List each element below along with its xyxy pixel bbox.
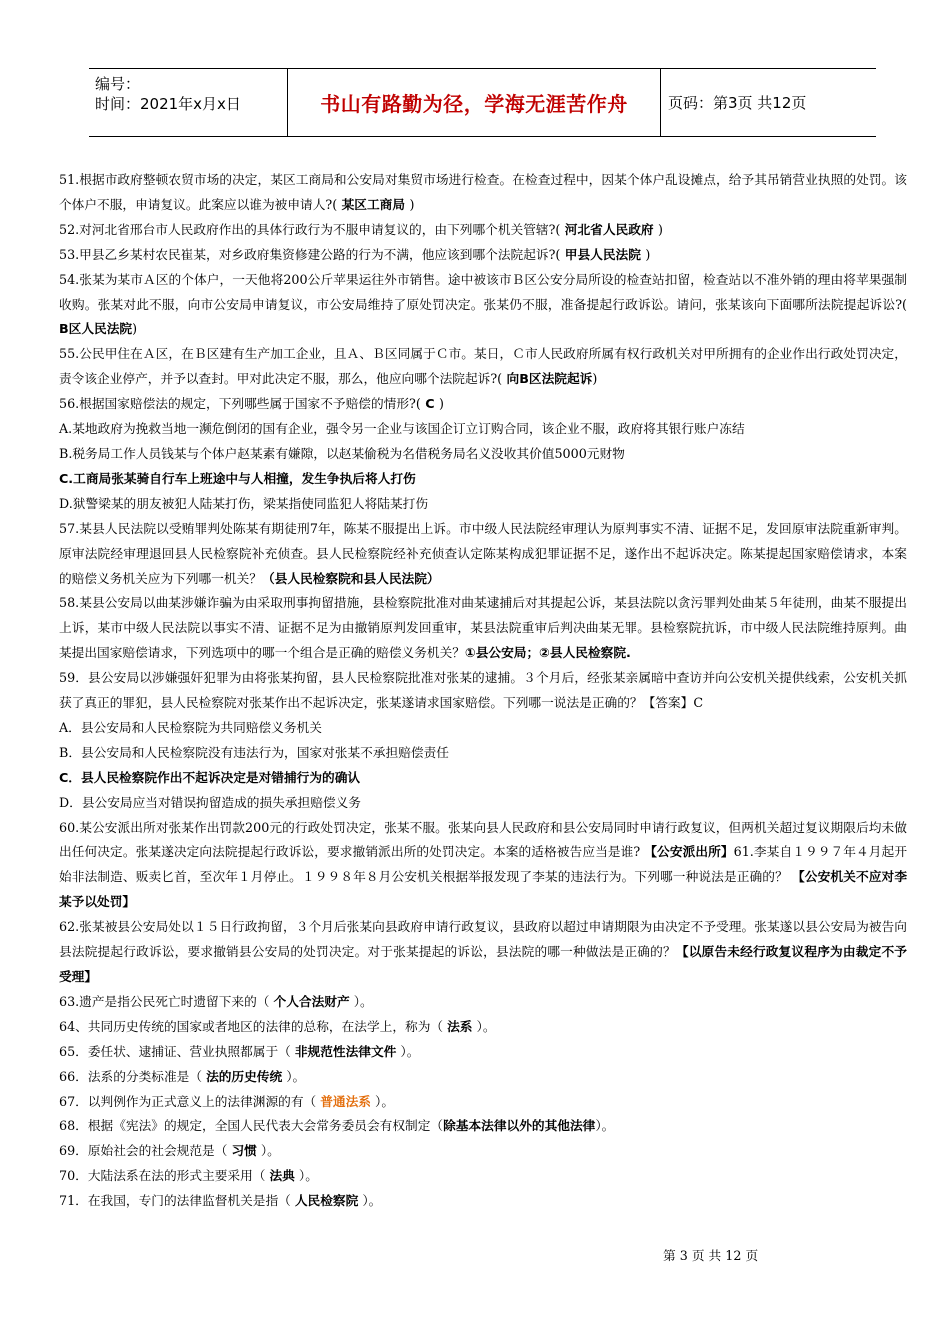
option-59-a: A．县公安局和人民检察院为共同赔偿义务机关 bbox=[59, 719, 322, 735]
question-64: 64、共同历史传统的国家或者地区的法律的总称，在法学上，称为（ 法系 ）。 bbox=[59, 1018, 496, 1034]
answer-55: 向B区法院起诉 bbox=[502, 371, 593, 387]
answer-60: 【公安派出所】 bbox=[644, 844, 734, 860]
answer-71: 人民检察院 bbox=[294, 1193, 359, 1209]
time-label: 时间：2021年x月x日 bbox=[95, 95, 241, 113]
option-56-d: D.狱警梁某的朋友被犯人陆某打伤，梁某指使同监犯人将陆某打伤 bbox=[59, 495, 429, 511]
option-56-a: A.某地政府为挽救当地一濒危倒闭的国有企业，强令另一企业与该国企订立订购合同，该企业不服，政府将其银行账户冻结 bbox=[59, 421, 745, 437]
question-52: 52.对河北省邢台市人民政府作出的具体行政行为不服申请复议的，由下列哪个机关管辖?( 河北省人民政府 ) bbox=[59, 221, 663, 237]
option-59-b: B．县公安局和人民检察院没有违法行为，国家对张某不承担赔偿责任 bbox=[59, 744, 449, 760]
header-left-cell bbox=[89, 69, 287, 136]
option-59-c: C．县人民检察院作出不起诉决定是对错捕行为的确认 bbox=[59, 769, 361, 785]
option-59-d: D．县公安局应当对错误拘留造成的损失承担赔偿义务 bbox=[59, 794, 361, 810]
motto: 书山有路勤为径，学海无涯苦作舟 bbox=[320, 92, 628, 116]
answer-65: 非规范性法律文件 bbox=[294, 1043, 397, 1059]
question-68: 68．根据《宪法》的规定，全国人民代表大会常务委员会有权制定（除基本法律以外的其他法律）。 bbox=[59, 1118, 615, 1134]
question-59: 59．县公安局以涉嫌强奸犯罪为由将张某拘留，县人民检察院批准对张某的逮捕。３个月后，经张某亲属暗中查访并向公安机关提供线索，公安机关抓获了真正的罪犯，县人民检察院对张某作出不起诉决定，张某遂请求国家赔偿。下列哪一说法是正确的？【答案】C bbox=[59, 670, 907, 711]
answer-66: 法的历史传统 bbox=[206, 1068, 283, 1084]
answer-53: 甲县人民法院 bbox=[560, 246, 646, 262]
question-56: 56.根据国家赔偿法的规定，下列哪些属于国家不予赔偿的情形?( C ) bbox=[59, 396, 444, 412]
question-55: 55.公民甲住在Ａ区，在Ｂ区建有生产加工企业，且Ａ、Ｂ区同属于Ｃ市。某日，Ｃ市人民政府所属有权行政机关对甲所拥有的企业作出行政处罚决定，责令该企业停产，并予以查封。甲对此决定不服，那么，他应向哪个法院起诉?( 向B区法院起诉) bbox=[59, 346, 907, 387]
answer-63: 个人合法财产 bbox=[273, 993, 350, 1009]
answer-58: ①县公安局；②县人民检察院. bbox=[465, 645, 631, 661]
answer-57: （县人民检察院和县人民法院） bbox=[262, 570, 440, 586]
question-53: 53.甲县乙乡某村农民崔某，对乡政府集资修建公路的行为不满，他应该到哪个法院起诉?( 甲县人民法院 ) bbox=[59, 246, 651, 262]
question-54: 54.张某为某市Ａ区的个体户，一天他将200公斤苹果运往外市销售。途中被该市Ｂ区公安分局所设的检查站扣留，检查站以不准外销的理由将苹果强制收购。张某对此不服，向市公安局申请复议，市公安局维持了原处罚决定。张某仍不服，准备提起行政诉讼。请问，张某该向下面哪所法院提起诉讼?( B区人民法院) bbox=[59, 271, 907, 337]
option-56-b: B.税务局工作人员钱某与个体户赵某素有嫌隙，以赵某偷税为名借税务局名义没收其价值5000元财物 bbox=[59, 445, 625, 461]
question-57: 57.某县人民法院以受贿罪判处陈某有期徒刑7年，陈某不服提出上诉。市中级人民法院经审理认为原判事实不清、证据不足，发回原审法院重新审判。原审法院经审理退回县人民检察院补充侦查。县人民检察院经补充侦查认定陈某构成犯罪证据不足，遂作出不起诉决定。陈某提起国家赔偿请求，本案的赔偿义务机关应为下列哪一机关？（县人民检察院和县人民法院） bbox=[59, 520, 907, 586]
answer-52: 河北省人民政府 bbox=[560, 221, 659, 237]
header-motto-cell bbox=[287, 69, 661, 136]
answer-64: 法系 bbox=[447, 1018, 473, 1034]
question-66: 66．法系的分类标准是（ 法的历史传统 ）。 bbox=[59, 1068, 306, 1084]
question-65: 65．委任状、逮捕证、营业执照都属于（ 非规范性法律文件 ）。 bbox=[59, 1043, 420, 1059]
option-56-c: C.工商局张某骑自行车上班途中与人相撞，发生争执后将人打伤 bbox=[59, 470, 416, 486]
header-table bbox=[89, 68, 876, 137]
answer-67: 普通法系 bbox=[320, 1093, 371, 1109]
answer-54: B区人民法院 bbox=[59, 321, 133, 337]
answer-51: 某区工商局 bbox=[337, 196, 410, 212]
answer-62: 【以原告未经行政复议程序为由裁定不予受理】 bbox=[59, 944, 907, 984]
answer-56: C bbox=[420, 396, 439, 412]
question-51: 51.根据市政府整顿农贸市场的决定，某区工商局和公安局对集贸市场进行检查。在检查过程中，因某个体户乱设摊点，给予其吊销营业执照的处罚。该个体户不服，申请复议。此案应以谁为被申请人?( 某区工商局 ) bbox=[59, 172, 907, 212]
page-label: 页码：第3页 共12页 bbox=[668, 94, 807, 112]
number-label: 编号： bbox=[95, 75, 141, 93]
question-69: 69．原始社会的社会规范是（ 习惯 ）。 bbox=[59, 1143, 280, 1159]
question-62: 62.张某被县公安局处以１５日行政拘留，３个月后张某向县政府申请行政复议，县政府以超过申请期限为由决定不予受理。张某遂以县公安局为被告向县法院提起行政诉讼，要求撤销县公安局的处罚决定。对于张某提起的诉讼，县法院的哪一种做法是正确的？【以原告未经行政复议程序为由裁定不予受理】 bbox=[59, 919, 907, 984]
answer-70: 法典 bbox=[269, 1168, 295, 1184]
question-71: 71．在我国，专门的法律监督机关是指（ 人民检察院 ）。 bbox=[59, 1193, 382, 1209]
question-63: 63.遗产是指公民死亡时遗留下来的（ 个人合法财产 ）。 bbox=[59, 993, 373, 1009]
header-right-cell bbox=[660, 69, 876, 136]
question-60-61: 60.某公安派出所对张某作出罚款200元的行政处罚决定，张某不服。张某向县人民政府和县公安局同时申请行政复议，但两机关超过复议期限后均未做出任何决定。张某遂决定向法院提起行政诉讼，要求撤销派出所的处罚决定。本案的适格被告应当是谁? 【公安派出所】61.李某自１９９７年４月起开始非法制造、贩卖匕首，至次年１月停止。１９９８年８月公安机关根据举报发现了李某的违法行为。下列哪一种说法是正确的？ 【公安机关不应对李某予以处罚】 bbox=[59, 819, 908, 910]
question-58: 58.某县公安局以曲某涉嫌诈骗为由采取刑事拘留措施，县检察院批准对曲某逮捕后对其提起公诉，某县法院以贪污罪判处曲某５年徒刑，曲某不服提出上诉，某市中级人民法院以事实不清、证据不足为由撤销原判发回重审，某县法院重审后判决曲某无罪。县检察院抗诉，市中级人民法院维持原判。曲某提出国家赔偿请求，下列选项中的哪一个组合是正确的赔偿义务机关？①县公安局；②县人民检察院. bbox=[59, 595, 907, 661]
page-footer: 第 3 页 共 12 页 bbox=[663, 1248, 759, 1263]
document-body bbox=[59, 168, 907, 1214]
answer-69: 习惯 bbox=[231, 1143, 257, 1159]
answer-68: 除基本法律以外的其他法律 bbox=[443, 1118, 596, 1134]
question-67: 67．以判例作为正式意义上的法律渊源的有（ 普通法系 ）。 bbox=[59, 1093, 395, 1109]
answer-61: 【公安机关不应对李某予以处罚】 bbox=[59, 869, 908, 910]
question-70: 70．大陆法系在法的形式主要采用（ 法典 ）。 bbox=[59, 1168, 318, 1184]
